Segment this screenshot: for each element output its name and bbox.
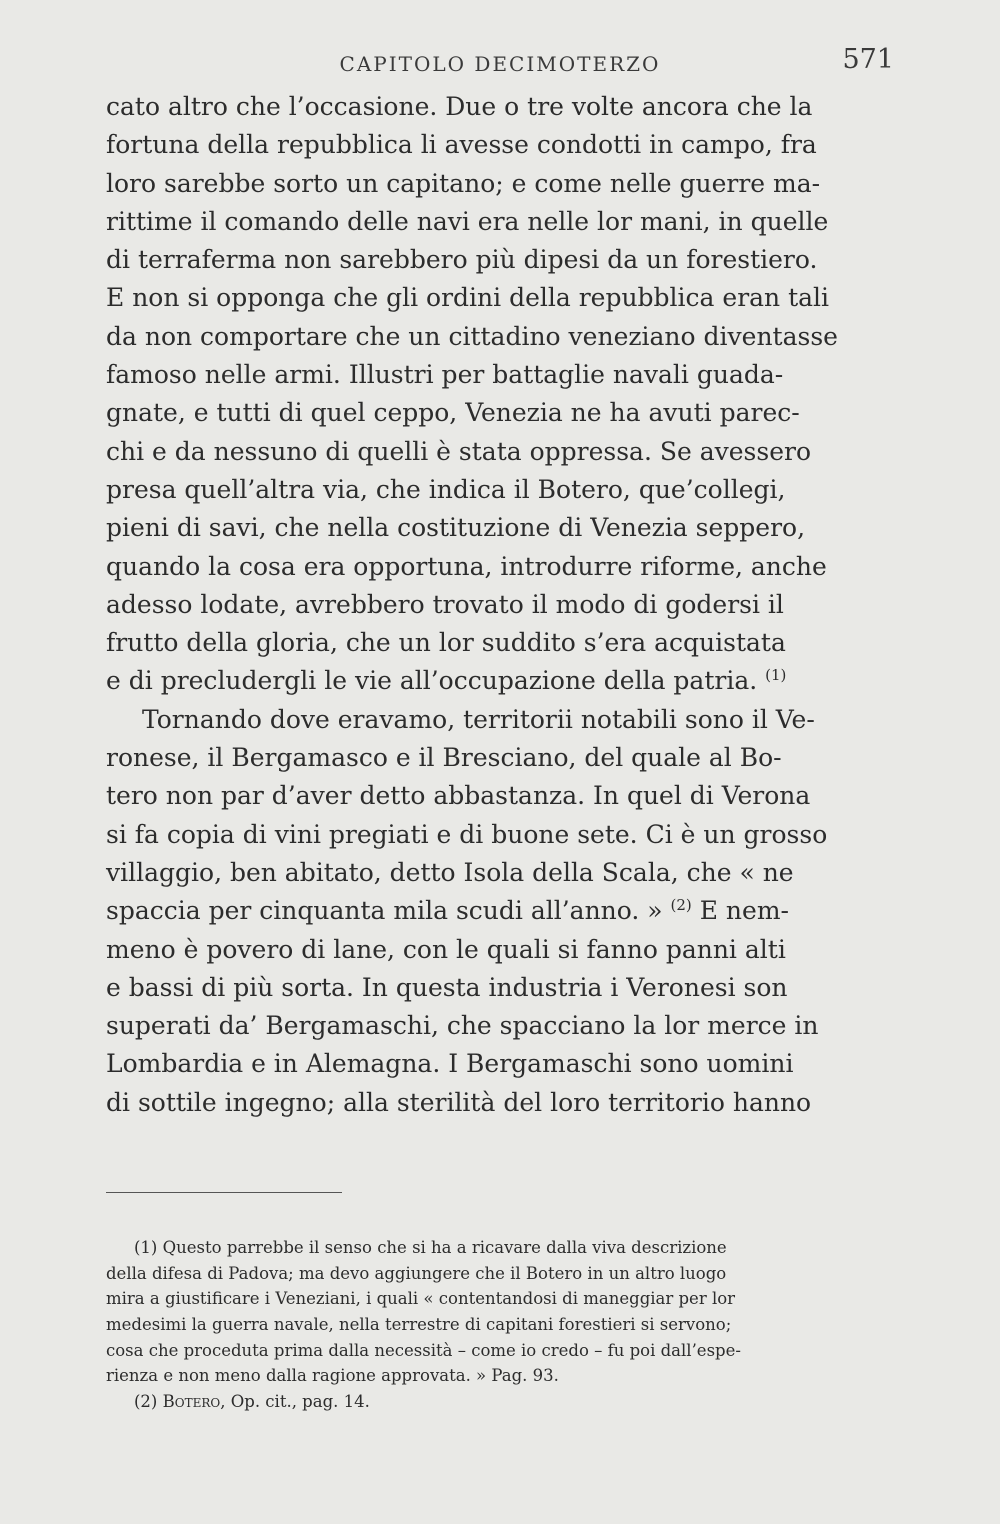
- page-number: 571: [842, 44, 894, 75]
- text-line: [106, 892, 896, 930]
- footnote-divider: [106, 1192, 342, 1193]
- text-line: quando la cosa era opportuna, introdurre riforme, anche: [106, 551, 827, 581]
- text-line: [106, 662, 896, 700]
- text-line: fortuna della repubblica li avesse condotti in campo, fra: [106, 130, 817, 160]
- text-line: frutto della gloria, che un lor suddito s’era acquistata: [106, 628, 786, 658]
- footnote-1-line: mira a giustificare i Veneziani, i quali « contentandosi di maneggiar per lor: [106, 1289, 736, 1309]
- footnote-1-line: medesimi la guerra navale, nella terrestre di capitani forestieri si servono;: [106, 1315, 732, 1335]
- text-line: e bassi di più sorta. In questa industria i Veronesi son: [106, 972, 788, 1002]
- text-line: ronese, il Bergamasco e il Bresciano, del quale al Bo-: [106, 743, 782, 773]
- text-line: gnate, e tutti di quel ceppo, Venezia ne ha avuti parec-: [106, 398, 800, 428]
- body-text: [106, 88, 896, 1122]
- text-line: pieni di savi, che nella costituzione di Venezia seppero,: [106, 513, 806, 543]
- footnote-ref-2[interactable]: (2): [670, 896, 692, 915]
- text-line: famoso nelle armi. Illustri per battaglie navali guada-: [106, 360, 784, 390]
- footnote-1-line: della difesa di Padova; ma devo aggiungere che il Botero in un altro luogo: [106, 1263, 727, 1283]
- text-line: adesso lodate, avrebbero trovato il modo di godersi il: [106, 589, 784, 619]
- text-line: da non comportare che un cittadino veneziano diventasse: [106, 321, 838, 351]
- footnote-2-citation: , Op. cit., pag. 14.: [220, 1392, 370, 1412]
- text-line: cato altro che l’occasione. Due o tre volte ancora che la: [106, 92, 813, 121]
- text-line: si fa copia di vini pregiati e di buone sete. Ci è un grosso: [106, 819, 828, 849]
- paragraph-start-line: Tornando dove eravamo, territorii notabili sono il Ve-: [142, 704, 815, 734]
- footnote-ref-1[interactable]: (1): [765, 666, 787, 685]
- text-line: tero non par d’aver detto abbastanza. In quel di Verona: [106, 781, 811, 811]
- footnote-2-number: (2): [134, 1392, 163, 1412]
- text-line: chi e da nessuno di quelli è stata oppressa. Se avessero: [106, 436, 812, 466]
- text-line: di sottile ingegno; alla sterilità del loro territorio hanno: [106, 1087, 812, 1117]
- running-head: [106, 44, 894, 84]
- text-line-tail: E nem-: [691, 896, 789, 926]
- text-line: loro sarebbe sorto un capitano; e come nelle guerre ma-: [106, 168, 821, 198]
- text-line: rittime il comando delle navi era nelle lor mani, in quelle: [106, 206, 829, 236]
- chapter-title: CAPITOLO DECIMOTERZO: [339, 52, 661, 76]
- footnote-1-line: cosa che proceduta prima dalla necessità – come io credo – fu poi dall’espe-: [106, 1340, 741, 1360]
- footnotes: [106, 1235, 896, 1415]
- text-line: presa quell’altra via, che indica il Botero, que’collegi,: [106, 474, 786, 504]
- footnote-2-author: Botero: [162, 1392, 221, 1412]
- footnote-2: [106, 1389, 896, 1415]
- footnote-1-line: (1) Questo parrebbe il senso che si ha a ricavare dalla viva descrizione: [134, 1238, 727, 1257]
- footnote-1-line: rienza e non meno dalla ragione approvata. » Pag. 93.: [106, 1366, 559, 1386]
- text-line: di terraferma non sarebbero più dipesi da un forestiero.: [106, 245, 818, 275]
- text-line: villaggio, ben abitato, detto Isola della Scala, che « ne: [106, 857, 794, 887]
- text-line-content: e di precludergli le vie all’occupazione della patria.: [106, 666, 758, 696]
- text-line: superati da’ Bergamaschi, che spacciano la lor merce in: [106, 1011, 819, 1041]
- text-line-content: spaccia per cinquanta mila scudi all’anno. »: [106, 896, 663, 926]
- text-line: meno è povero di lane, con le quali si fanno panni alti: [106, 934, 786, 964]
- text-line: Lombardia e in Alemagna. I Bergamaschi sono uomini: [106, 1049, 794, 1079]
- text-line: E non si opponga che gli ordini della repubblica eran tali: [106, 283, 830, 313]
